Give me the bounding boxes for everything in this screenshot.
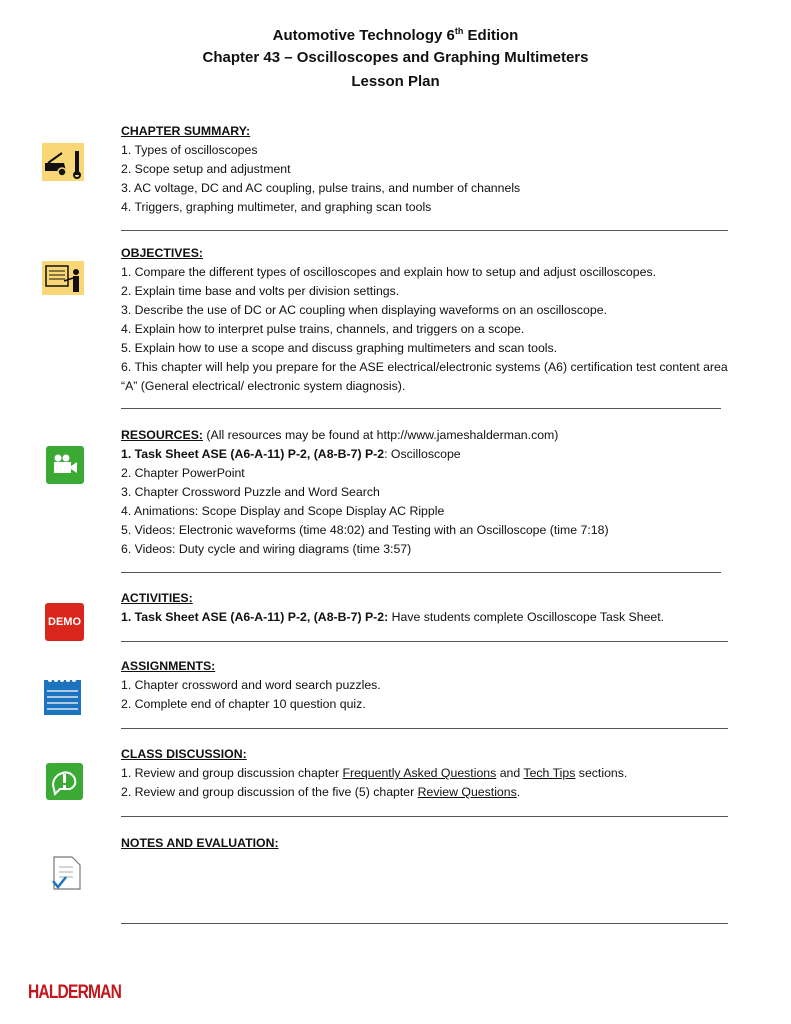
list-item: 1. Types of oscilloscopes	[121, 143, 258, 157]
checklist-document-icon	[50, 855, 84, 891]
review-questions-link[interactable]: Review Questions	[417, 785, 517, 799]
list-item: 3. AC voltage, DC and AC coupling, pulse trains, and number of channels	[121, 181, 521, 195]
list-item-text: .	[516, 785, 521, 799]
resources-note: (All resources may be found at http://www.jameshalderman.com)	[203, 428, 559, 442]
list-item-text: 1. Review and group discussion chapter	[121, 766, 343, 780]
divider	[121, 408, 721, 409]
list-item-text: and	[496, 766, 524, 780]
lesson-plan-title: Lesson Plan	[351, 73, 440, 90]
list-item: 1. Compare the different types of oscilloscopes and explain how to setup and adjust oscilloscopes.	[121, 265, 657, 279]
list-item: 2. Scope setup and adjustment	[121, 162, 291, 176]
activities-heading: ACTIVITIES:	[121, 591, 193, 605]
list-item: 6. Videos: Duty cycle and wiring diagrams (time 3:57)	[121, 542, 412, 556]
list-item: 4. Animations: Scope Display and Scope Display AC Ripple	[121, 504, 445, 518]
class-discussion-heading: CLASS DISCUSSION:	[121, 747, 247, 761]
divider	[121, 816, 728, 817]
list-item-text: sections.	[575, 766, 628, 780]
list-item: 6. This chapter will help you prepare for the ASE electrical/electronic systems (A6) certification test content area “A” (General electrical/ electronic system diagnosis).	[121, 360, 728, 393]
assignments-heading: ASSIGNMENTS:	[121, 659, 216, 673]
class-discussion-section	[121, 745, 741, 802]
tech-tips-link[interactable]: Tech Tips	[523, 766, 576, 780]
assignments-section	[121, 657, 741, 714]
chapter-summary-section	[121, 122, 741, 217]
list-item: 2. Complete end of chapter 10 question quiz.	[121, 697, 366, 711]
list-item: 5. Explain how to use a scope and discuss graphing multimeters and scan tools.	[121, 341, 558, 355]
list-item: 4. Explain how to interpret pulse trains, channels, and triggers on a scope.	[121, 322, 525, 336]
resources-section	[121, 426, 741, 559]
doc-title: Automotive Technology 6th Edition	[272, 26, 519, 44]
chapter-title: Chapter 43 – Oscilloscopes and Graphing Multimeters	[202, 49, 589, 66]
divider	[121, 923, 728, 924]
list-item: 5. Videos: Electronic waveforms (time 48:02) and Testing with an Oscilloscope (time 7:18)	[121, 523, 609, 537]
objectives-section	[121, 244, 741, 396]
task-sheet-label: 1. Task Sheet ASE (A6-A-11) P-2, (A8-B-7) P-2:	[121, 610, 389, 624]
list-item-text: : Oscilloscope	[384, 447, 461, 461]
discussion-icon	[46, 763, 83, 800]
list-item-text: 2. Review and group discussion of the five (5) chapter	[121, 785, 418, 799]
divider	[121, 230, 728, 231]
notepad-icon	[44, 677, 81, 715]
faq-link[interactable]: Frequently Asked Questions	[342, 766, 497, 780]
divider	[121, 641, 728, 642]
list-item: 4. Triggers, graphing multimeter, and graphing scan tools	[121, 200, 432, 214]
activities-section	[121, 589, 741, 627]
task-sheet-label: 1. Task Sheet ASE (A6-A-11) P-2, (A8-B-7) P-2	[121, 447, 385, 461]
divider	[121, 572, 721, 573]
list-item-text: Have students complete Oscilloscope Task Sheet.	[388, 610, 665, 624]
list-item: 1. Chapter crossword and word search puzzles.	[121, 678, 381, 692]
notes-section	[121, 834, 741, 853]
resources-heading: RESOURCES:	[121, 428, 203, 442]
demo-icon: DEMO	[45, 603, 84, 641]
car-repair-icon	[42, 143, 84, 181]
presentation-icon	[42, 261, 84, 295]
chapter-summary-heading: CHAPTER SUMMARY:	[121, 124, 251, 138]
list-item: 2. Chapter PowerPoint	[121, 466, 245, 480]
list-item: 2. Explain time base and volts per division settings.	[121, 284, 400, 298]
list-item: 3. Chapter Crossword Puzzle and Word Search	[121, 485, 380, 499]
notes-heading: NOTES AND EVALUATION:	[121, 836, 279, 850]
objectives-heading: OBJECTIVES:	[121, 246, 203, 260]
list-item: 3. Describe the use of DC or AC coupling when displaying waveforms on an oscilloscope.	[121, 303, 607, 317]
divider	[121, 728, 728, 729]
halderman-logo: HALDERMAN	[28, 982, 122, 1003]
video-camera-icon	[46, 446, 84, 484]
